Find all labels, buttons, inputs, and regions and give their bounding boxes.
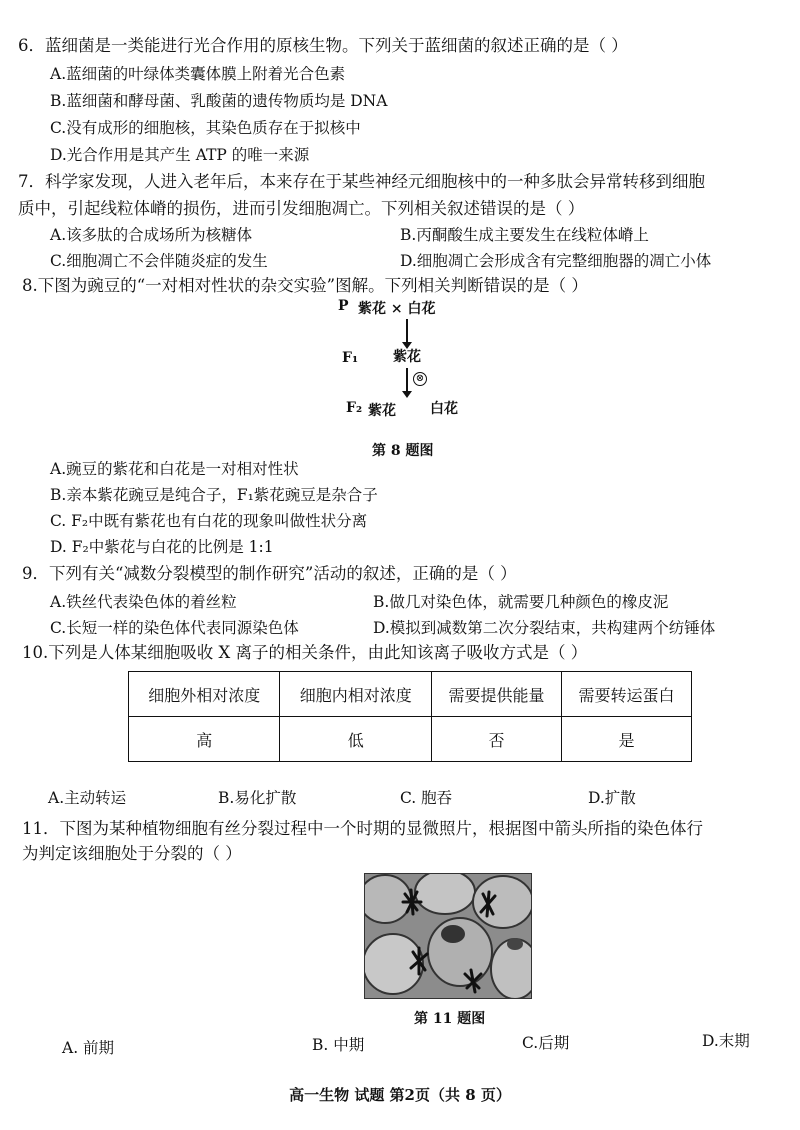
f2-white-flower: 白花	[430, 401, 458, 417]
q9-option-a[interactable]: A.铁丝代表染色体的着丝粒	[50, 593, 237, 611]
q11-option-d[interactable]: D.末期	[702, 1032, 750, 1050]
table-cell: 是	[561, 717, 691, 762]
q11-figure-caption: 第 11 题图	[414, 1011, 486, 1027]
q6-option-a[interactable]: A.蓝细菌的叶绿体类囊体膜上附着光合色素	[50, 65, 346, 83]
table-header-cell: 细胞内相对浓度	[280, 672, 431, 717]
q11-option-c[interactable]: C.后期	[522, 1034, 570, 1052]
down-arrow-icon	[406, 319, 408, 343]
down-arrow-icon	[406, 368, 408, 392]
q7-option-a[interactable]: A.该多肽的合成场所为核糖体	[50, 226, 253, 244]
q6-option-c[interactable]: C.没有成形的细胞核，其染色质存在于拟核中	[50, 119, 361, 137]
q6-stem: 6．蓝细菌是一类能进行光合作用的原核生物。下列关于蓝细菌的叙述正确的是（ ）	[18, 36, 628, 55]
p-generation-label: P	[338, 298, 349, 314]
q8-option-d[interactable]: D. F₂中紫花与白花的比例是 1:1	[50, 538, 274, 556]
q9-stem: 9．下列有关“减数分裂模型的制作研究”活动的叙述，正确的是（ ）	[22, 564, 517, 583]
q11-stem-line1: 11．下图为某种植物细胞有丝分裂过程中一个时期的显微照片，根据图中箭头所指的染色体行	[22, 819, 703, 838]
q9-option-d[interactable]: D.模拟到减数第二次分裂结束，共构建两个纺锤体	[373, 619, 716, 637]
table-cell: 低	[280, 717, 431, 762]
table-header-row	[129, 672, 692, 717]
q6-option-b[interactable]: B.蓝细菌和酵母菌、乳酸菌的遗传物质均是 DNA	[50, 92, 388, 110]
table-cell: 否	[431, 717, 561, 762]
p-generation-cross: 紫花 × 白花	[358, 301, 436, 317]
q10-option-d[interactable]: D.扩散	[588, 789, 636, 807]
q8-option-b[interactable]: B.亲本紫花豌豆是纯合子，F₁紫花豌豆是杂合子	[50, 486, 378, 504]
q8-option-a[interactable]: A.豌豆的紫花和白花是一对相对性状	[50, 460, 299, 478]
q6-option-d[interactable]: D.光合作用是其产生 ATP 的唯一来源	[50, 146, 310, 164]
q8-stem: 8.下图为豌豆的“一对相对性状的杂交实验”图解。下列相关判断错误的是（ ）	[22, 276, 588, 295]
q11-micrograph	[364, 873, 532, 999]
q9-option-b[interactable]: B.做几对染色体，就需要几种颜色的橡皮泥	[373, 593, 669, 611]
micrograph-image	[365, 874, 531, 998]
q11-option-a[interactable]: A. 前期	[62, 1039, 115, 1057]
q11-option-b[interactable]: B. 中期	[312, 1036, 365, 1054]
table-header-cell: 细胞外相对浓度	[129, 672, 280, 717]
q10-option-b[interactable]: B.易化扩散	[218, 789, 297, 807]
f2-purple-flower: 紫花	[368, 403, 396, 419]
f2-generation-label: F₂	[346, 400, 363, 416]
q10-conditions-table	[128, 671, 692, 762]
table-header-cell: 需要提供能量	[431, 672, 561, 717]
q10-option-c[interactable]: C. 胞吞	[400, 789, 453, 807]
q7-option-c[interactable]: C.细胞凋亡不会伴随炎症的发生	[50, 252, 268, 270]
q8-option-c[interactable]: C. F₂中既有紫花也有白花的现象叫做性状分离	[50, 512, 368, 530]
q7-stem-line2: 质中，引起线粒体嵴的损伤，进而引发细胞凋亡。下列相关叙述错误的是（ ）	[18, 199, 585, 218]
table-cell: 高	[129, 717, 280, 762]
q7-option-d[interactable]: D.细胞凋亡会形成含有完整细胞器的凋亡小体	[400, 252, 712, 270]
q9-option-c[interactable]: C.长短一样的染色体代表同源染色体	[50, 619, 299, 637]
selfing-icon: ⊗	[413, 372, 427, 386]
q11-stem-line2: 为判定该细胞处于分裂的（ ）	[22, 844, 242, 863]
q8-figure-caption: 第 8 题图	[372, 443, 434, 459]
q7-stem-line1: 7．科学家发现，人进入老年后，本来存在于某些神经元细胞核中的一种多肽会异常转移到细胞	[18, 172, 705, 191]
f1-generation-value: 紫花	[393, 349, 421, 365]
q10-stem: 10.下列是人体某细胞吸收 X 离子的相关条件，由此知该离子吸收方式是（ ）	[22, 643, 588, 662]
f1-generation-label: F₁	[342, 350, 359, 366]
q7-option-b[interactable]: B.丙酮酸生成主要发生在线粒体嵴上	[400, 226, 649, 244]
page-footer: 高一生物 试题 第2页（共 8 页）	[289, 1086, 511, 1104]
table-row	[129, 717, 692, 762]
table-header-cell: 需要转运蛋白	[561, 672, 691, 717]
q10-option-a[interactable]: A.主动转运	[48, 789, 127, 807]
